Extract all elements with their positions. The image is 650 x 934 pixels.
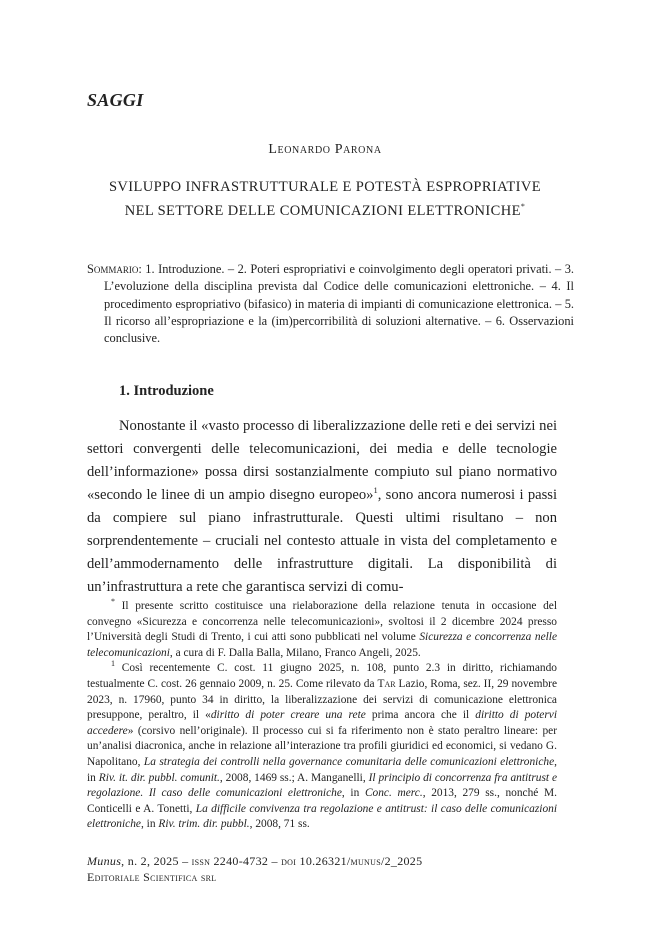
footnote-1-italic: Conc. merc. <box>364 787 423 800</box>
footnote-1-text: , 2008, 71 ss. <box>249 818 310 831</box>
footnote-1-italic: Riv. it. dir. pubbl. comunit. <box>98 771 220 784</box>
publisher: Editoriale Scientifica srl <box>87 870 217 884</box>
footnote-1-mark: 1 <box>111 659 115 669</box>
footnote-1-text: Lazio, Roma, sez. II, 29 novembre 2023, n. 17960, punto 34 in diritto, la liberalizzazione dei servizi di comunicazione elettronica presuppone, peraltro, il « <box>87 677 557 722</box>
footnote-1-text: , 2013, 279 ss., nonché M. Conticelli e A. Tonetti, <box>87 787 557 815</box>
footnote-1-text: » (corsivo nell’originale). Il processo cui si fa riferimento non è stato peraltro lineare: per un’analisi diacronica, anche in relazione all’interazione tra profili giuridici ed economici, si vedano G. Napolitano, <box>87 724 557 768</box>
issue-info: , n. 2, 2025 – <box>121 854 192 868</box>
page-footer <box>87 853 557 885</box>
journal-name: Munus <box>87 854 122 868</box>
footnotes <box>87 599 557 833</box>
footnote-1-italic: La strategia dei controlli nella governance comunitaria delle comunicazioni elettroniche <box>143 755 555 768</box>
issn-doi: issn 2240-4732 – doi 10.26321/munus/2_2025 <box>191 854 423 868</box>
footnote-1-text: , in <box>87 755 557 784</box>
footnote-1 <box>87 661 557 833</box>
footnote-1-text: prima ancora che il <box>365 709 476 722</box>
footnote-1-text: Così recentemente C. cost. 11 giugno 2025, n. 108, punto 2.3 in diritto, richiamando testualmente C. cost. 26 gennaio 2009, n. 25. Come rilevato da <box>87 662 557 690</box>
author-name: Leonardo Parona <box>268 142 382 157</box>
footnote-star-text: Il presente scritto costituisce una rielaborazione della relazione tenuta in occasione del convegno «Sicurezza e concorrenza nelle telecomunicazioni», svoltosi il 2 dicembre 2024 presso l’Università degli Studi di Trento, i cui atti sono pubblicati nel volume <box>87 600 557 644</box>
title-line-1: SVILUPPO INFRASTRUTTURALE E POTESTÀ ESPROPRIATIVE <box>108 179 542 195</box>
article-title <box>60 178 590 221</box>
footnote-star-text-end: , a cura di F. Dalla Balla, Milano, Franco Angeli, 2025. <box>169 646 421 659</box>
summary-label: Sommario: <box>87 262 142 276</box>
section-heading: 1. Introduzione <box>119 383 214 399</box>
body-text-part-1: Nonostante il «vasto processo di liberalizzazione delle reti e dei servizi nei settori convergenti delle telecomunicazioni, dei media e delle tecnologie dell’informazione» possa dirsi sostanzialmente compiuto sul piano normativo «secondo le linee di un ampio disegno europeo» <box>87 418 557 503</box>
body-text <box>87 415 557 599</box>
footnote-1-text: , in <box>140 818 159 831</box>
title-footnote-mark[interactable]: * <box>520 202 526 211</box>
footnote-1-italic: Riv. trim. dir. pubbl. <box>158 818 250 831</box>
section-label: SAGGI <box>87 90 144 110</box>
title-line-2-text: NEL SETTORE DELLE COMUNICAZIONI ELETTRONICHE <box>124 203 521 219</box>
body-paragraph <box>87 415 557 599</box>
footnote-1-italic: diritto di potervi accedere <box>87 709 557 737</box>
footnote-1-smallcaps: Tar <box>377 677 396 690</box>
footnote-star-mark: * <box>111 597 115 606</box>
body-text-part-2: , sono ancora numerosi i passi da compiere sul piano infrastrutturale. Questi ultimi risultano – non sorprendentemente – cruciali nel contesto attuale in vista del completamento e dell’ammodernamento delle infrastrutture digitali. La disponibilità di un’infrastruttura a rete che garantisca servizi di comu- <box>87 487 558 595</box>
footnote-star-italic: Sicurezza e concorrenza nelle telecomunicazioni <box>87 631 558 659</box>
journal-citation <box>87 853 557 869</box>
footnote-1-text: , in <box>341 787 365 800</box>
title-line-2 <box>60 197 590 221</box>
summary <box>87 261 574 347</box>
footnote-1-italic: diritto di poter creare una rete <box>210 709 366 722</box>
footnote-1-italic: Il principio di concorrenza fra antitrust e regolazione. Il caso delle comunicazioni elettroniche <box>87 771 558 800</box>
footnote-star <box>87 599 557 661</box>
footnote-1-italic: La difficile convivenza tra regolazione e antitrust: il caso delle comunicazioni elettroniche <box>87 802 558 831</box>
summary-text: 1. Introduzione. – 2. Poteri espropriativi e coinvolgimento degli operatori privati. – 3. L’evoluzione della disciplina prevista dal Codice delle comunicazioni elettroniche. – 4. Il procedimento espropriativo (bifasico) in materia di impianti di comunicazione elettronica. – 5. Il ricorso all’espropriazione e la (im)percorribilità di soluzioni alternative. – 6. Osservazioni conclusive. <box>104 262 574 346</box>
footnote-1-text: , 2008, 1469 ss.; A. Manganelli, <box>219 771 369 784</box>
footnote-ref-1[interactable]: 1 <box>373 485 378 495</box>
